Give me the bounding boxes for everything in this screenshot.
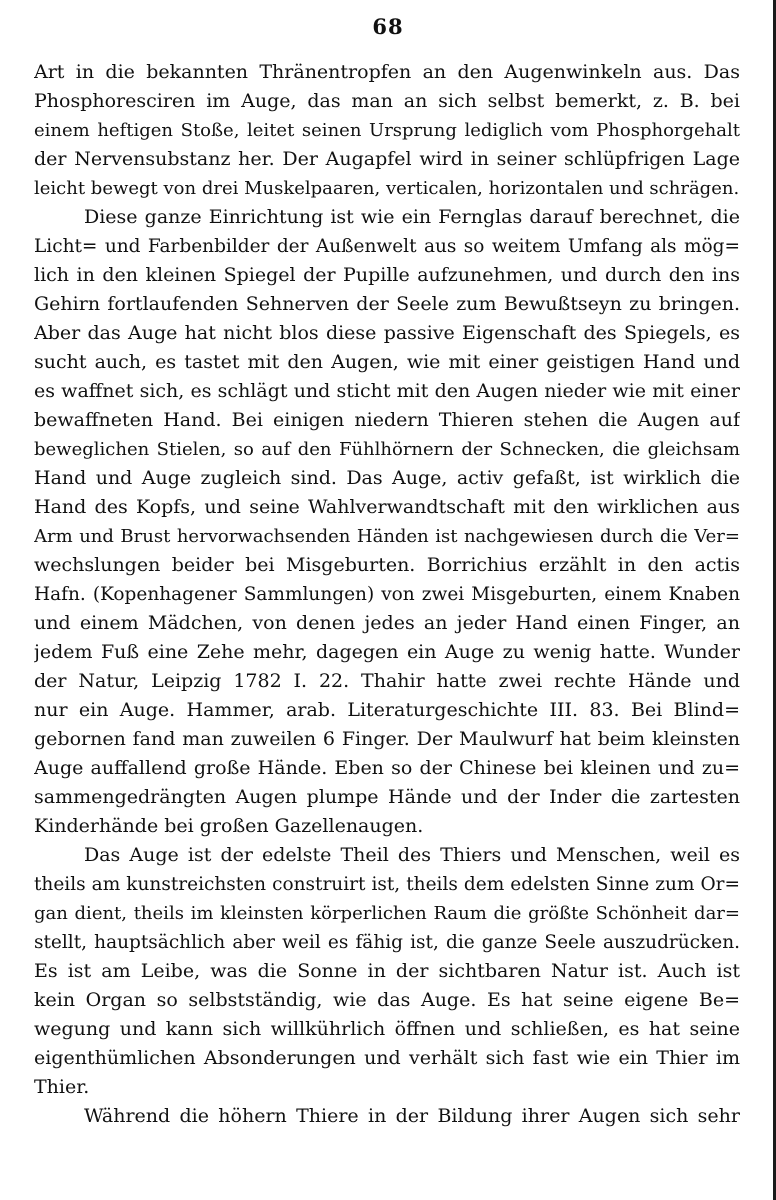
text-line: lich in den kleinen Spiegel der Pupille aufzunehmen, und durch den ins — [34, 264, 740, 286]
text-line: jedem Fuß eine Zehe mehr, dagegen ein Auge zu wenig hatte. Wunder — [34, 641, 740, 663]
text-line: leicht bewegt von drei Muskelpaaren, verticalen, horizontalen und schrägen. — [34, 178, 740, 199]
text-line: sammengedrängten Augen plumpe Hände und der Inder die zartesten — [34, 786, 740, 808]
text-line: nur ein Auge. Hammer, arab. Literaturgeschichte III. 83. Bei Blind= — [34, 699, 740, 721]
text-line: Licht= und Farbenbilder der Außenwelt aus so weitem Umfang als mög= — [34, 236, 740, 257]
text-line: einem heftigen Stoße, leitet seinen Ursprung lediglich vom Phosphorgehalt — [34, 120, 740, 141]
text-line: wechslungen beider bei Misgeburten. Borrichius erzählt in den actis — [34, 554, 740, 576]
text-line: Hand des Kopfs, und seine Wahlverwandtschaft mit den wirklichen aus — [34, 496, 740, 518]
text-line: Art in die bekannten Thränentropfen an den Augenwinkeln aus. Das — [34, 61, 740, 83]
text-line: Auge auffallend große Hände. Eben so der Chinese bei kleinen und zu= — [34, 757, 740, 779]
text-line: und einem Mädchen, von denen jedes an jeder Hand einen Finger, an — [34, 612, 740, 634]
text-line: es waffnet sich, es schlägt und sticht mit den Augen nieder wie mit einer — [34, 380, 740, 402]
text-line: sucht auch, es tastet mit den Augen, wie mit einer geistigen Hand und — [34, 351, 740, 373]
text-line: gan dient, theils im kleinsten körperlichen Raum die größte Schönheit dar= — [34, 903, 740, 924]
text-line: theils am kunstreichsten construirt ist, theils dem edelsten Sinne zum Or= — [34, 874, 740, 895]
text-line: wegung und kann sich willkührlich öffnen und schließen, es hat seine — [34, 1018, 740, 1040]
text-line: Thier. — [34, 1076, 90, 1098]
text-line: beweglichen Stielen, so auf den Fühlhörnern der Schnecken, die gleichsam — [34, 439, 740, 460]
page-number: 68 — [372, 14, 404, 39]
text-line: Hand und Auge zugleich sind. Das Auge, activ gefaßt, ist wirklich die — [34, 467, 740, 489]
text-line: der Natur, Leipzig 1782 I. 22. Thahir hatte zwei rechte Hände und — [34, 670, 740, 692]
text-line: Aber das Auge hat nicht blos diese passive Eigenschaft des Spiegels, es — [34, 322, 740, 344]
text-line: Während die höhern Thiere in der Bildung ihrer Augen sich sehr — [84, 1105, 740, 1127]
text-line: bewaffneten Hand. Bei einigen niedern Thieren stehen die Augen auf — [34, 409, 740, 431]
text-line: Hafn. (Kopenhagener Sammlungen) von zwei Misgeburten, einem Knaben — [34, 584, 740, 605]
text-line: gebornen fand man zuweilen 6 Finger. Der Maulwurf hat beim kleinsten — [34, 728, 740, 750]
text-line: Diese ganze Einrichtung ist wie ein Fernglas darauf berechnet, die — [84, 206, 740, 228]
text-line: der Nervensubstanz her. Der Augapfel wird in seiner schlüpfrigen Lage — [34, 148, 740, 170]
text-line: eigenthümlichen Absonderungen und verhält sich fast wie ein Thier im — [34, 1047, 740, 1069]
text-line: stellt, hauptsächlich aber weil es fähig ist, die ganze Seele auszudrücken. — [34, 932, 740, 953]
text-line: Phosphoresciren im Auge, das man an sich selbst bemerkt, z. B. bei — [34, 90, 740, 112]
text-line: Es ist am Leibe, was die Sonne in der sichtbaren Natur ist. Auch ist — [34, 960, 740, 982]
text-line: Gehirn fortlaufenden Sehnerven der Seele zum Bewußtseyn zu bringen. — [34, 293, 740, 315]
body-text — [34, 58, 740, 1131]
text-line: kein Organ so selbstständig, wie das Auge. Es hat seine eigene Be= — [34, 989, 740, 1011]
text-line: Arm und Brust hervorwachsenden Händen ist nachgewiesen durch die Ver= — [34, 526, 740, 547]
text-line: Das Auge ist der edelste Theil des Thiers und Menschen, weil es — [84, 844, 740, 866]
text-line: Kinderhände bei großen Gazellenaugen. — [34, 815, 424, 837]
